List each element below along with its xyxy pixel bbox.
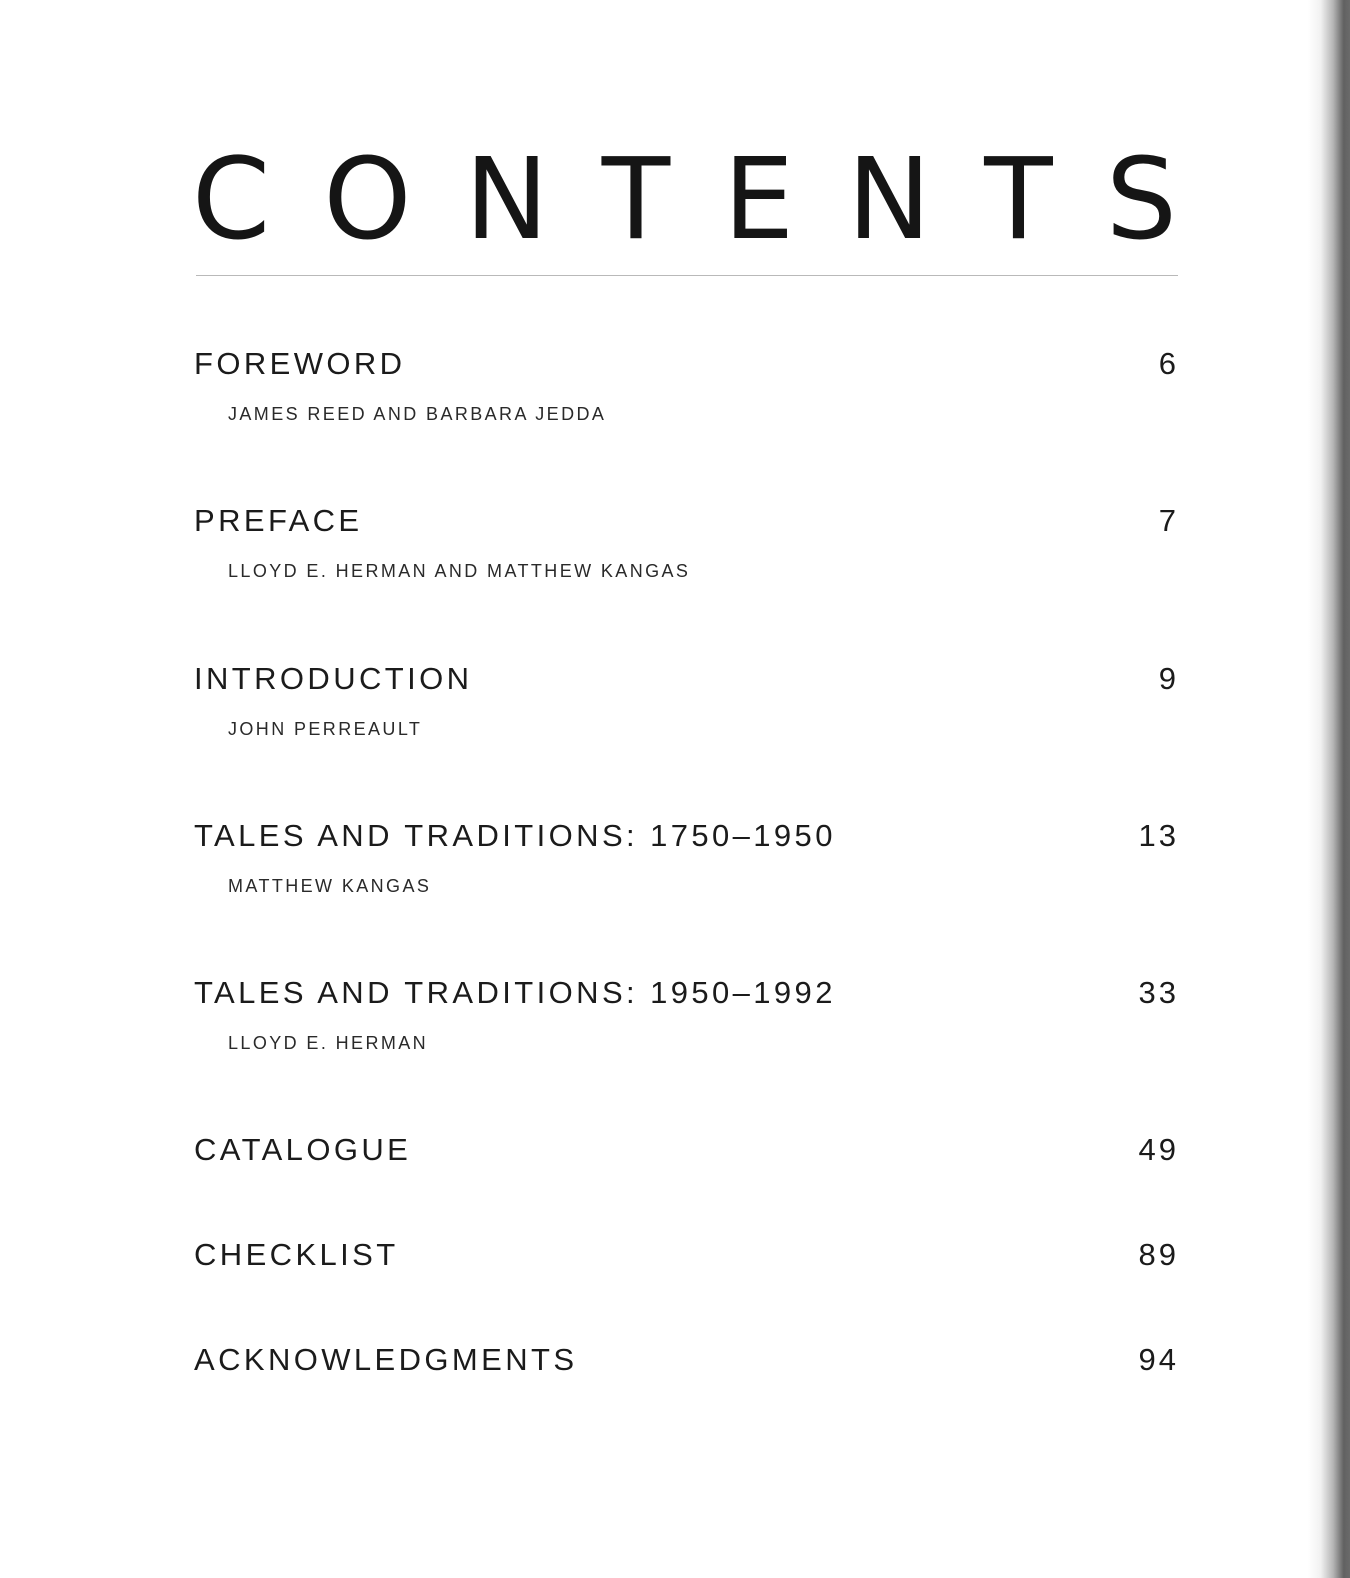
title-divider: [196, 275, 1178, 276]
toc-entry-preface: [194, 503, 1179, 582]
entry-page-number: 6: [1158, 346, 1179, 381]
entry-author: JOHN PERREAULT: [228, 719, 423, 739]
entry-page-number: 13: [1138, 818, 1179, 853]
binding-shadow: [1308, 0, 1350, 1578]
entry-author: JAMES REED AND BARBARA JEDDA: [228, 404, 607, 424]
entry-title: TALES AND TRADITIONS: 1750–1950: [194, 818, 836, 853]
toc-entry-tales-1750-1950: [194, 818, 1179, 897]
title-letter: N: [847, 135, 932, 265]
entry-page-number: 89: [1138, 1237, 1179, 1272]
entry-page-number: 94: [1138, 1342, 1179, 1377]
toc-entry-checklist: [194, 1237, 1179, 1277]
toc-entry-introduction: [194, 661, 1179, 740]
title-letter: T: [984, 135, 1053, 265]
title-letter: C: [192, 135, 271, 265]
entry-title: TALES AND TRADITIONS: 1950–1992: [194, 975, 836, 1010]
entry-author: LLOYD E. HERMAN: [228, 1033, 429, 1053]
title-letter: S: [1105, 135, 1177, 265]
title-letter: E: [723, 135, 795, 265]
entry-page-number: 49: [1138, 1132, 1179, 1167]
entry-title: ACKNOWLEDGMENTS: [194, 1342, 578, 1377]
entry-title: FOREWORD: [194, 346, 406, 381]
title-letter: T: [601, 135, 671, 265]
toc-entry-catalogue: [194, 1132, 1179, 1172]
title-letter: O: [323, 135, 412, 265]
entry-page-number: 7: [1158, 503, 1179, 538]
entry-author: MATTHEW KANGAS: [228, 876, 432, 896]
page-title: [192, 135, 1177, 265]
title-letter: N: [464, 135, 549, 265]
entry-title: INTRODUCTION: [194, 661, 473, 696]
entry-page-number: 9: [1158, 661, 1179, 696]
entry-page-number: 33: [1138, 975, 1179, 1010]
toc-entry-tales-1950-1992: [194, 975, 1179, 1054]
toc-entry-acknowledgments: [194, 1342, 1179, 1382]
entry-author: LLOYD E. HERMAN AND MATTHEW KANGAS: [228, 561, 691, 581]
toc-entry-foreword: [194, 346, 1179, 425]
entry-title: PREFACE: [194, 503, 363, 538]
entry-title: CATALOGUE: [194, 1132, 412, 1167]
entry-title: CHECKLIST: [194, 1237, 399, 1272]
